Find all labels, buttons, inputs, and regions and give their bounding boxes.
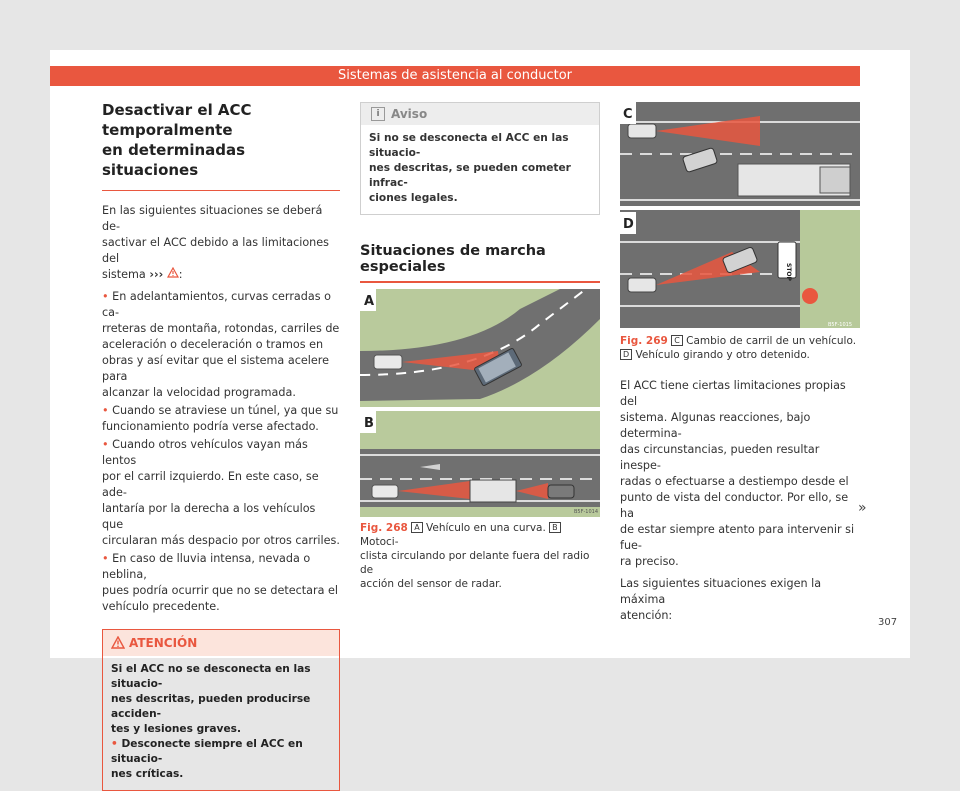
- text-line: lantaría por la derecha a los vehículos que: [102, 502, 316, 531]
- bullet-dot: •: [102, 290, 109, 303]
- bullet-dot: •: [111, 738, 118, 750]
- text-line: nes críticas.: [111, 768, 184, 780]
- figure-code: B5F-1015: [828, 322, 853, 328]
- section-title-line: en determinadas situaciones: [102, 141, 246, 179]
- text-fragment: Vehículo girando y otro detenido.: [635, 349, 810, 361]
- panel-label-d: D: [623, 217, 634, 232]
- text-line: sactivar el ACC debido a las limitaciones del: [102, 236, 329, 265]
- text-line: [102, 267, 340, 283]
- panel-label-b: B: [364, 416, 374, 431]
- key-badge: B: [549, 522, 561, 533]
- key-badge: A: [411, 522, 422, 533]
- bullet-item: [102, 403, 340, 435]
- stop-sign-text: STOP: [785, 263, 792, 281]
- text-line: alcanzar la velocidad programada.: [102, 386, 296, 399]
- text-line: tes y lesiones graves.: [111, 723, 241, 735]
- caption-line: [360, 521, 600, 549]
- text-line: sistema. Algunas reacciones, bajo determina-: [620, 411, 811, 440]
- text-line: vehículo precedente.: [102, 600, 220, 613]
- text-line: Si el ACC no se desconecta en las situacio-: [111, 663, 311, 690]
- figure-number: Fig. 269: [620, 335, 668, 347]
- intro-paragraph: [102, 203, 340, 283]
- figure-269: [620, 102, 860, 328]
- bullet-item: [102, 551, 340, 615]
- page-number: 307: [878, 617, 898, 628]
- text-line: radas o efectuarse a destiempo desde el: [620, 475, 849, 488]
- text-line: En las siguientes situaciones se deberá de-: [102, 204, 323, 233]
- figure-code: B5F-1014: [574, 509, 599, 515]
- caption-line: [620, 348, 860, 362]
- note-header: [361, 103, 599, 125]
- caption-line: acción del sensor de radar.: [360, 578, 502, 590]
- bullet-item: [102, 437, 340, 549]
- text-fragment: Vehículo en una curva.: [426, 522, 546, 534]
- text-line: de estar siempre atento para intervenir si fue-: [620, 523, 855, 552]
- continue-mark: »: [858, 500, 867, 516]
- warning-triangle-icon: [167, 268, 179, 281]
- caption-line: [620, 334, 860, 348]
- text-line: funcionamiento podría verse afectado.: [102, 420, 319, 433]
- warning-body: [103, 656, 339, 782]
- panel-label-a: A: [364, 294, 375, 309]
- warning-box: [102, 629, 340, 791]
- text-line: [102, 437, 340, 469]
- text-fragment: En adelantamientos, curvas cerradas o ca-: [102, 290, 331, 319]
- figure-269-image: [620, 102, 860, 328]
- left-column: [102, 100, 340, 791]
- warning-title: ATENCIÓN: [129, 636, 198, 650]
- text-fragment: Cambio de carril de un vehículo.: [686, 335, 857, 347]
- text-line: circularan más despacio por otros carriles.: [102, 534, 340, 547]
- text-line: obras y así evitar que el sistema acelere para: [102, 354, 329, 383]
- caption-line: clista circulando por delante fuera del radio de: [360, 550, 590, 576]
- key-badge: D: [620, 349, 632, 360]
- bullet-dot: •: [102, 552, 109, 565]
- text-line: [102, 403, 340, 419]
- text-fragment: sistema: [102, 268, 146, 281]
- text-fragment: Cuando se atraviese un túnel, ya que su: [112, 404, 339, 417]
- text-line: ciones legales.: [369, 192, 458, 204]
- note-title: Aviso: [391, 107, 428, 121]
- text-line: das circunstancias, pueden resultar inespe-: [620, 443, 820, 472]
- text-line: nes descritas, pueden producirse acciden-: [111, 693, 311, 720]
- text-fragment: Motoci-: [360, 536, 399, 548]
- text-fragment: Cuando otros vehículos vayan más lentos: [102, 438, 308, 467]
- text-fragment: En caso de lluvia intensa, nevada o neblina,: [102, 552, 311, 581]
- text-line: Si no se desconecta el ACC en las situacio-: [369, 132, 569, 159]
- text-fragment: :: [178, 268, 183, 281]
- bullet-item: [102, 289, 340, 401]
- note-body: [361, 125, 599, 214]
- text-line: atención:: [620, 609, 673, 622]
- right-column: [620, 102, 860, 628]
- text-line: rreteras de montaña, rotondas, carriles de: [102, 322, 340, 335]
- bullet-list: [102, 289, 340, 615]
- figure-268-caption: [360, 521, 600, 591]
- text-line: Las siguientes situaciones exigen la máxima: [620, 577, 822, 606]
- text-line: nes descritas, se pueden cometer infrac-: [369, 162, 571, 189]
- subsection-title: Situaciones de marcha especiales: [360, 243, 546, 275]
- note-box: [360, 102, 600, 215]
- warning-icon: [111, 636, 125, 652]
- text-line: El ACC tiene ciertas limitaciones propias del: [620, 379, 846, 408]
- text-line: por el carril izquierdo. En este caso, se ade-: [102, 470, 319, 499]
- text-line: [102, 289, 340, 321]
- text-fragment: Desconecte siempre el ACC en situacio-: [111, 738, 303, 765]
- figure-number: Fig. 268: [360, 522, 408, 534]
- figure-269-caption: [620, 334, 860, 362]
- warning-header: [103, 630, 339, 656]
- text-line: ra preciso.: [620, 555, 679, 568]
- chapter-header: Sistemas de asistencia al conductor: [50, 66, 860, 86]
- reference-arrows[interactable]: ›››: [149, 268, 164, 281]
- panel-label-c: C: [623, 107, 633, 122]
- bullet-dot: •: [102, 404, 109, 417]
- section-title-line: Desactivar el ACC temporalmente: [102, 101, 252, 139]
- text-line: punto de vista del conductor. Por ello, se ha: [620, 491, 849, 520]
- middle-column: [360, 102, 600, 591]
- limitations-paragraph: [620, 378, 860, 570]
- subsection-rule: [360, 281, 600, 283]
- bullet-dot: •: [102, 438, 109, 451]
- text-line: aceleración o deceleración o tramos en: [102, 338, 324, 351]
- info-icon: i: [371, 107, 385, 121]
- section-title: [102, 100, 340, 180]
- figure-268-image: [360, 289, 600, 517]
- key-badge: C: [671, 335, 683, 346]
- title-rule: [102, 190, 340, 191]
- text-line: [111, 737, 331, 767]
- figure-268: [360, 289, 600, 517]
- text-line: pues podría ocurrir que no se detectara el: [102, 584, 339, 597]
- text-line: [102, 551, 340, 583]
- attention-paragraph: [620, 576, 860, 624]
